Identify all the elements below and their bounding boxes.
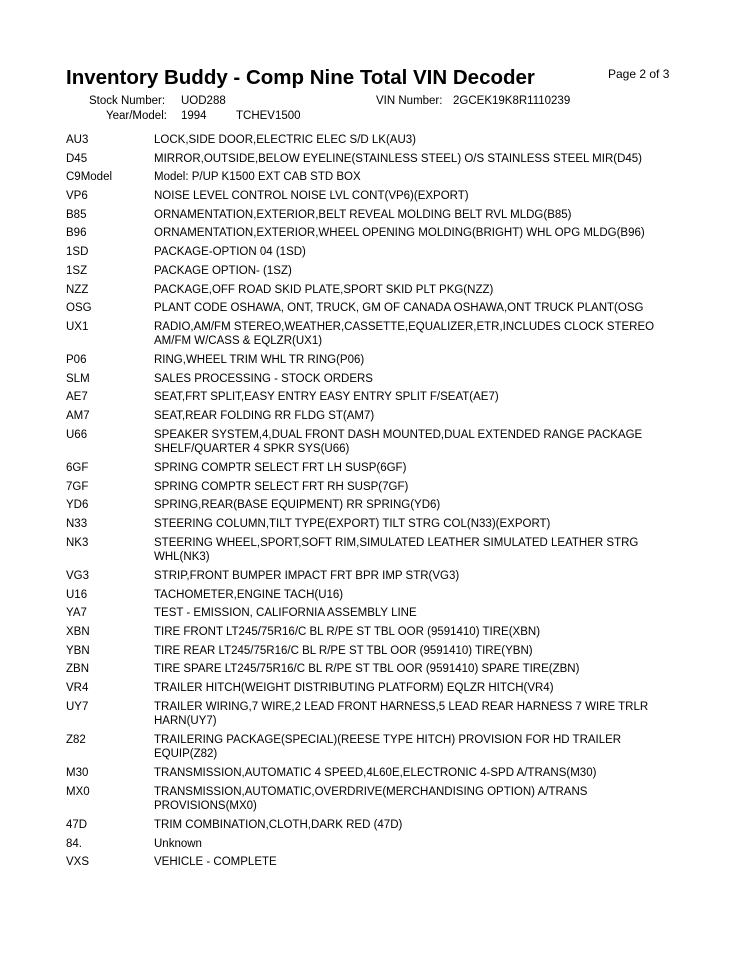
year-value: 1994 xyxy=(181,110,207,122)
option-description: MIRROR,OUTSIDE,BELOW EYELINE(STAINLESS STEEL) O/S STAINLESS STEEL MIR(D45) xyxy=(154,152,643,165)
list-item xyxy=(66,536,686,565)
list-item xyxy=(66,428,686,457)
option-code: B85 xyxy=(66,208,87,221)
option-description: Model: P/UP K1500 EXT CAB STD BOX xyxy=(154,171,361,184)
list-item xyxy=(66,245,686,260)
list-item xyxy=(66,353,686,368)
list-item xyxy=(66,189,686,204)
option-description: SEAT,FRT SPLIT,EASY ENTRY EASY ENTRY SPLIT F/SEAT(AE7) xyxy=(154,391,499,404)
list-item xyxy=(66,766,686,781)
list-item xyxy=(66,372,686,387)
option-code: 47D xyxy=(66,819,88,831)
option-code: B96 xyxy=(66,227,87,240)
option-code: YD6 xyxy=(66,499,89,512)
option-description: RING,WHEEL TRIM WHL TR RING(P06) xyxy=(154,354,365,367)
list-item xyxy=(66,133,686,148)
list-item xyxy=(66,170,686,185)
option-description: ORNAMENTATION,EXTERIOR,WHEEL OPENING MOLDING(BRIGHT) WHL OPG MLDG(B96) xyxy=(154,227,645,240)
option-code: NK3 xyxy=(66,536,89,549)
option-code: AM7 xyxy=(66,410,90,423)
option-description: SPRING COMPTR SELECT FRT RH SUSP(7GF) xyxy=(154,480,409,493)
option-description: SPRING,REAR(BASE EQUIPMENT) RR SPRING(YD6) xyxy=(154,499,441,512)
list-item xyxy=(66,785,686,814)
list-item xyxy=(66,681,686,696)
option-description: TRIM COMBINATION,CLOTH,DARK RED (47D) xyxy=(154,819,403,831)
option-code: XBN xyxy=(66,626,90,638)
option-code: MX0 xyxy=(66,785,90,798)
option-code: 7GF xyxy=(66,480,89,493)
list-item xyxy=(66,837,686,852)
list-item xyxy=(66,855,686,870)
vin-number-label: VIN Number: xyxy=(376,95,443,107)
option-description: TRAILER WIRING,7 WIRE,2 LEAD FRONT HARNESS,5 LEAD REAR HARNESS 7 WIRE TRLR HARN(UY7) xyxy=(154,700,649,728)
option-code: VP6 xyxy=(66,190,88,203)
list-item xyxy=(66,588,686,603)
list-item xyxy=(66,320,686,349)
list-item xyxy=(66,700,686,729)
option-description: SEAT,REAR FOLDING RR FLDG ST(AM7) xyxy=(154,410,375,423)
list-item xyxy=(66,662,686,677)
option-code: 6GF xyxy=(66,462,89,474)
list-item xyxy=(66,569,686,584)
option-description: PACKAGE OPTION- (1SZ) xyxy=(154,264,292,277)
option-description: ORNAMENTATION,EXTERIOR,BELT REVEAL MOLDING BELT RVL MLDG(B85) xyxy=(154,208,572,221)
option-description: TRANSMISSION,AUTOMATIC,OVERDRIVE(MERCHANDISING OPTION) A/TRANS PROVISIONS(MX0) xyxy=(154,785,588,813)
option-code: UY7 xyxy=(66,700,89,713)
option-description: SPEAKER SYSTEM,4,DUAL FRONT DASH MOUNTED,DUAL EXTENDED RANGE PACKAGE SHELF/QUARTER 4 SPKR SYS(U66) xyxy=(154,428,643,456)
list-item xyxy=(66,644,686,659)
option-description: Unknown xyxy=(154,837,202,850)
option-code: SLM xyxy=(66,372,90,385)
option-code: OSG xyxy=(66,302,92,315)
option-code: D45 xyxy=(66,152,88,165)
option-description: RADIO,AM/FM STEREO,WEATHER,CASSETTE,EQUALIZER,ETR,INCLUDES CLOCK STEREO AM/FM W/CASS & EQLZR(UX1) xyxy=(154,320,655,348)
model-value: TCHEV1500 xyxy=(236,110,301,122)
option-code: VG3 xyxy=(66,569,90,582)
option-code: U66 xyxy=(66,428,88,441)
option-description: TIRE FRONT LT245/75R16/C BL R/PE ST TBL OOR (9591410) TIRE(XBN) xyxy=(154,626,541,638)
option-description: SALES PROCESSING - STOCK ORDERS xyxy=(154,372,373,385)
option-code: ZBN xyxy=(66,663,89,676)
list-item xyxy=(66,152,686,167)
option-code: NZZ xyxy=(66,283,89,296)
list-item xyxy=(66,818,686,833)
list-item xyxy=(66,390,686,405)
option-description: TRANSMISSION,AUTOMATIC 4 SPEED,4L60E,ELECTRONIC 4-SPD A/TRANS(M30) xyxy=(154,767,597,780)
option-code: 1SD xyxy=(66,246,89,259)
option-code: P06 xyxy=(66,354,87,367)
list-item xyxy=(66,461,686,476)
option-description: STEERING WHEEL,SPORT,SOFT RIM,SIMULATED LEATHER SIMULATED LEATHER STRG WHL(NK3) xyxy=(154,536,639,564)
option-code: M30 xyxy=(66,767,89,780)
option-description: NOISE LEVEL CONTROL NOISE LVL CONT(VP6)(EXPORT) xyxy=(154,190,469,203)
option-code: AE7 xyxy=(66,391,88,404)
option-description: TRAILERING PACKAGE(SPECIAL)(REESE TYPE HITCH) PROVISION FOR HD TRAILER EQUIP(Z82) xyxy=(154,733,622,761)
stock-number-label: Stock Number: xyxy=(89,95,166,107)
option-description: PACKAGE,OFF ROAD SKID PLATE,SPORT SKID PLT PKG(NZZ) xyxy=(154,283,494,296)
page-number: Page 2 of 3 xyxy=(608,67,670,81)
stock-number-value: UOD288 xyxy=(181,95,226,107)
list-item xyxy=(66,498,686,513)
list-item xyxy=(66,733,686,762)
option-description: TRAILER HITCH(WEIGHT DISTRIBUTING PLATFORM) EQLZR HITCH(VR4) xyxy=(154,682,554,695)
option-code: VXS xyxy=(66,856,90,869)
option-code: UX1 xyxy=(66,320,89,333)
list-item xyxy=(66,625,686,640)
option-description: LOCK,SIDE DOOR,ELECTRIC ELEC S/D LK(AU3) xyxy=(154,134,417,146)
option-code: U16 xyxy=(66,588,88,601)
option-description: TEST - EMISSION, CALIFORNIA ASSEMBLY LINE xyxy=(154,607,417,620)
option-description: TIRE REAR LT245/75R16/C BL R/PE ST TBL OOR (9591410) TIRE(YBN) xyxy=(154,644,533,657)
option-code: YA7 xyxy=(66,607,87,620)
option-code: VR4 xyxy=(66,682,89,695)
option-description: TACHOMETER,ENGINE TACH(U16) xyxy=(154,588,344,601)
option-description: STRIP,FRONT BUMPER IMPACT FRT BPR IMP STR(VG3) xyxy=(154,569,460,582)
option-code: 84. xyxy=(66,837,82,850)
option-code: Z82 xyxy=(66,733,86,746)
option-description: PLANT CODE OSHAWA, ONT, TRUCK, GM OF CANADA OSHAWA,ONT TRUCK PLANT(OSG xyxy=(154,302,644,315)
list-item xyxy=(66,409,686,424)
list-item xyxy=(66,264,686,279)
vin-number-value: 2GCEK19K8R1110239 xyxy=(453,95,571,107)
option-code: AU3 xyxy=(66,134,89,146)
option-code: N33 xyxy=(66,518,88,531)
page-title: Inventory Buddy - Comp Nine Total VIN Decoder xyxy=(66,66,535,89)
option-description: PACKAGE-OPTION 04 (1SD) xyxy=(154,246,306,259)
list-item xyxy=(66,226,686,241)
option-code: C9Model xyxy=(66,171,113,184)
option-description: STEERING COLUMN,TILT TYPE(EXPORT) TILT STRG COL(N33)(EXPORT) xyxy=(154,518,551,531)
list-item xyxy=(66,606,686,621)
option-description: VEHICLE - COMPLETE xyxy=(154,856,277,869)
list-item xyxy=(66,283,686,298)
option-code: 1SZ xyxy=(66,264,88,277)
year-model-label: Year/Model: xyxy=(106,110,167,122)
list-item xyxy=(66,301,686,316)
option-description: TIRE SPARE LT245/75R16/C BL R/PE ST TBL OOR (9591410) SPARE TIRE(ZBN) xyxy=(154,663,580,676)
list-item xyxy=(66,517,686,532)
option-code-list xyxy=(66,133,686,874)
list-item xyxy=(66,480,686,495)
option-description: SPRING COMPTR SELECT FRT LH SUSP(6GF) xyxy=(154,462,407,474)
option-code: YBN xyxy=(66,644,90,657)
list-item xyxy=(66,208,686,223)
